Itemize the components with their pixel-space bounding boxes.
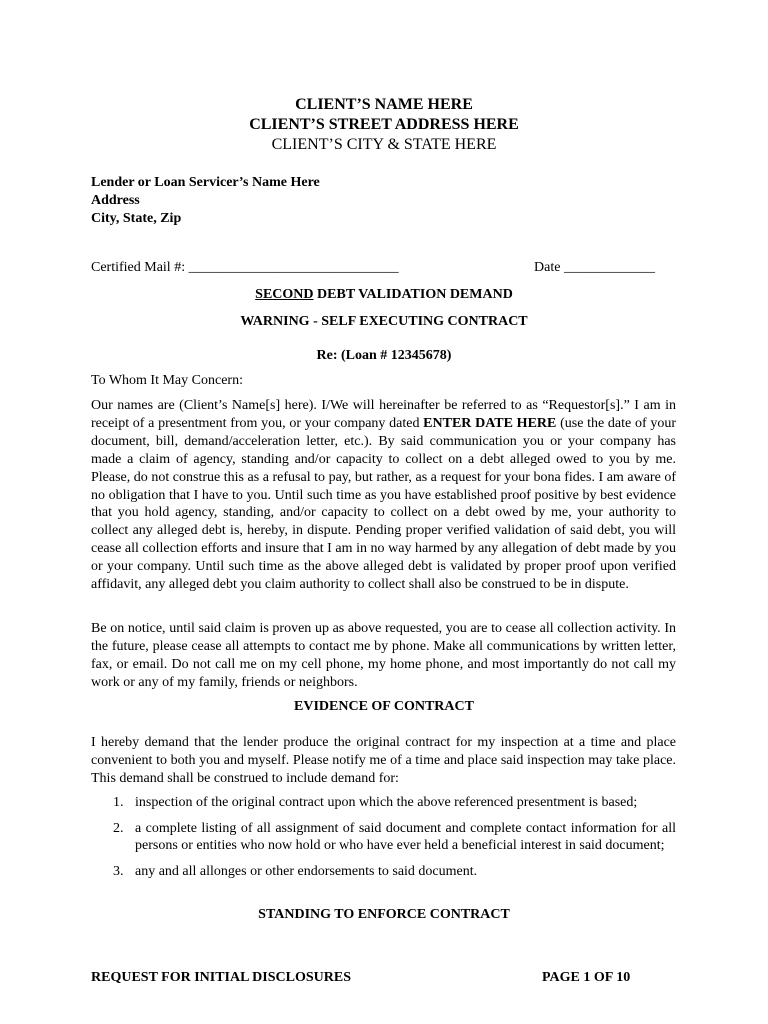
evidence-intro: I hereby demand that the lender produce the original contract for my inspection at a time and place convenient to both you and myself. Please notify me of a time and place said inspection may take place. This demand shall be construed to include demand for: [91, 735, 676, 786]
list-item [91, 820, 676, 855]
list-item-text: inspection of the original contract upon which the above referenced presentment is based; [135, 795, 638, 810]
date-line [534, 259, 655, 277]
evidence-heading: EVIDENCE OF CONTRACT [294, 699, 474, 714]
certified-mail-line [91, 259, 399, 277]
demand-title-underlined: SECOND [255, 287, 314, 302]
warning-title: WARNING - SELF EXECUTING CONTRACT [240, 314, 528, 329]
certified-mail-blank: ______________________________ [188, 260, 399, 275]
paragraph-1-after: (use the date of your document, bill, demand/acceleration letter, etc.). By said communication you or your company has made a claim of agency, standing and/or capacity to collect on a debt alleged owed to you by me. Please, do not construe this as a refusal to pay, but rather, as a request for your bona fides. I am aware of no obligation that I have to you. Until such time as you have established proof positive by best evidence that you hold agency, standing, and/or capacity to collect on a debt owed by me, your authority to collect any alleged debt is, hereby, in dispute. Pending proper verified validation of said debt, you will cease all collection efforts and insure that I am in no way harmed by any allegation of debt made by you or your company. Until such time as the above alleged debt is validated by proper proof upon verified affidavit, any alleged debt you claim authority to collect shall also be construed to be in dispute. [91, 415, 676, 593]
client-header [0, 95, 768, 155]
list-item [91, 794, 676, 812]
salutation: To Whom It May Concern: [91, 373, 243, 388]
footer-left: REQUEST FOR INITIAL DISCLOSURES [91, 970, 351, 985]
lender-name: Lender or Loan Servicer’s Name Here [91, 175, 320, 190]
paragraph-1-before: Our names are (Client’s Name[s] here). I/We will hereinafter be referred to as “Requestor[s].” I am in receipt of a presentment from you, or your company dated [91, 398, 676, 431]
list-item-number: 3. [113, 863, 124, 879]
paragraph-2: Be on notice, until said claim is proven up as above requested, you are to cease all collection activity. In the future, please cease all attempts to contact me by phone. Make all communications by written letter, fax, or email. Do not call me on my cell phone, my home phone, and most importantly do not call my work or any of my family, friends or neighbors. [91, 621, 676, 690]
paragraph-1 [91, 397, 676, 594]
certified-mail-label: Certified Mail #: [91, 260, 186, 275]
lender-block [91, 174, 320, 228]
list-item [91, 863, 676, 881]
re-line: Re: (Loan # 12345678) [316, 348, 452, 363]
list-item-text: a complete listing of all assignment of said document and complete contact information for all persons or entities who now hold or who have ever held a beneficial interest in said document; [135, 820, 676, 853]
lender-address: Address [91, 193, 140, 208]
evidence-list [91, 794, 676, 880]
list-item-number: 1. [113, 795, 124, 810]
client-city: CLIENT’S CITY & STATE HERE [271, 136, 497, 153]
paragraph-1-bold: ENTER DATE HERE [423, 415, 557, 431]
client-name: CLIENT’S NAME HERE [295, 96, 473, 113]
list-item-number: 2. [113, 820, 124, 836]
date-label: Date [534, 260, 561, 275]
standing-heading: STANDING TO ENFORCE CONTRACT [258, 907, 510, 922]
lender-city: City, State, Zip [91, 211, 182, 226]
client-street: CLIENT’S STREET ADDRESS HERE [249, 116, 519, 133]
date-blank: _____________ [563, 260, 655, 275]
demand-title [0, 286, 768, 304]
footer-page-number: PAGE 1 OF 10 [542, 970, 631, 985]
list-item-text: any and all allonges or other endorsements to said document. [135, 863, 478, 879]
demand-title-rest: DEBT VALIDATION DEMAND [313, 287, 513, 302]
